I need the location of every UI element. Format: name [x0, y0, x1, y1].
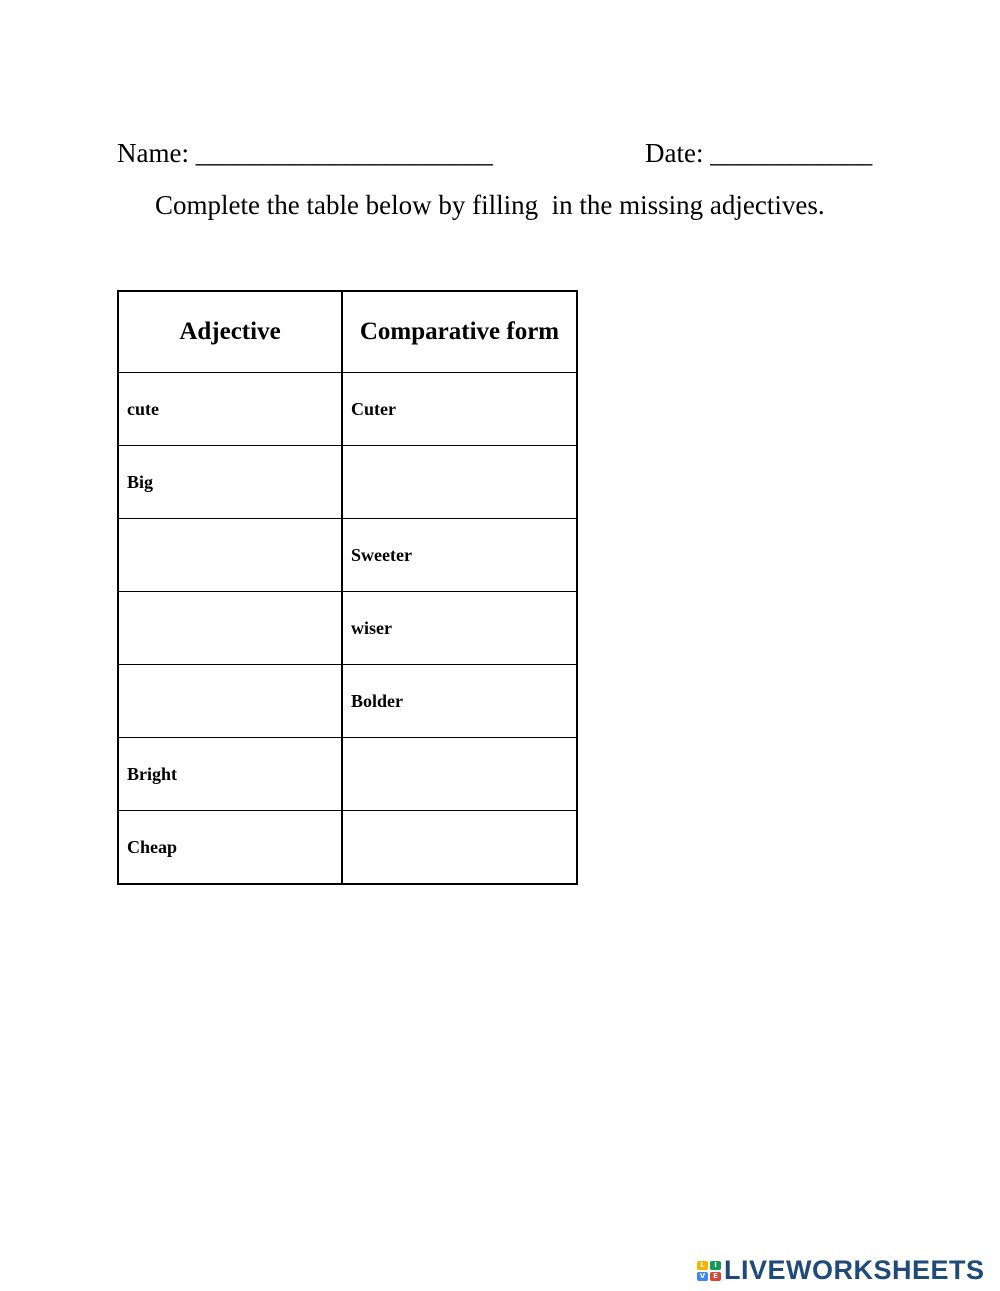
instructions-text: Complete the table below by filling in the missing adjectives. — [155, 190, 825, 220]
adjective-answer-cell[interactable] — [118, 592, 342, 665]
logo-block-e: E — [710, 1272, 721, 1281]
logo-blocks-icon — [697, 1261, 721, 1281]
table-row — [118, 738, 577, 811]
name-field: Name: ______________________ — [117, 138, 493, 168]
logo-block-i: I — [710, 1261, 721, 1270]
table-row — [118, 811, 577, 885]
comparative-cell: Sweeter — [342, 519, 577, 592]
table-row — [118, 665, 577, 738]
table-row — [118, 592, 577, 665]
comparative-cell: wiser — [342, 592, 577, 665]
adjective-table — [117, 290, 578, 885]
table-row — [118, 519, 577, 592]
adjective-cell: Bright — [118, 738, 342, 811]
adjective-cell: cute — [118, 373, 342, 446]
comparative-cell: Bolder — [342, 665, 577, 738]
adjective-answer-cell[interactable] — [118, 665, 342, 738]
date-field: Date: ____________ — [645, 138, 873, 168]
column-header-adjective: Adjective — [118, 291, 342, 373]
adjective-cell: Cheap — [118, 811, 342, 885]
comparative-cell: Cuter — [342, 373, 577, 446]
column-header-comparative: Comparative form — [342, 291, 577, 373]
table-header-row — [118, 291, 577, 373]
table-row — [118, 373, 577, 446]
adjective-cell: Big — [118, 446, 342, 519]
liveworksheets-logo — [697, 1255, 985, 1286]
logo-block-v: V — [697, 1272, 708, 1281]
logo-block-l: L — [697, 1261, 708, 1270]
table-row — [118, 446, 577, 519]
adjective-answer-cell[interactable] — [118, 519, 342, 592]
brand-name: LIVEWORKSHEETS — [724, 1255, 985, 1285]
comparative-answer-cell[interactable] — [342, 738, 577, 811]
comparative-answer-cell[interactable] — [342, 811, 577, 885]
comparative-answer-cell[interactable] — [342, 446, 577, 519]
